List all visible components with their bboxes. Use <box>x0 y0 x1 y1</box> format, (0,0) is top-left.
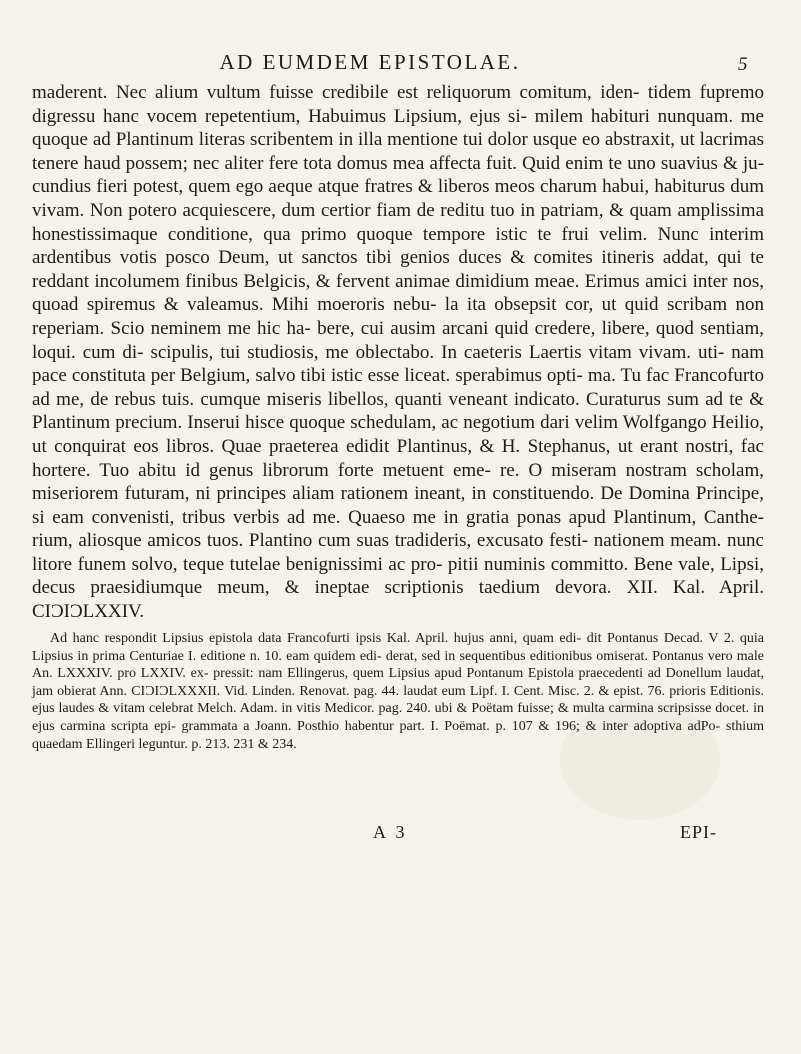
page-number: 5 <box>738 54 748 75</box>
letter-paragraph: maderent. Nec alium vultum fuisse credibile est reliquorum comitum, iden- tidem fupremo digressu hanc vocem repetentium, Habuimus Lipsium, ejus si- milem habituri nunquam. me quoque ad Plantinum literas scribentem in illa mentione tui dolor usque eo abstraxit, ut lacrimas tenere haud possem; nec aliter fere tota domus mea affecta fuit. Quid enim te uno suavius & ju- cundius fieri potest, quem ego aeque atque fratres & liberos meos charum habui, habiturus dum vivam. Non potero acquiescere, dum certior fiam de reditu tuo in patriam, & quam amplissima honestissimaque conditione, qua primo quoque tempore istic te frui velim. Nunc interim ardentibus votis posco Deum, ut sanctos tibi genios duces & comites itineris addat, qui te reddant incolumem finibus Belgicis, & fervent animae dimidium meae. Erimus amici inter nos, quoad spiremus & valeamus. Mihi moeroris nebu- la ita obsepsit cor, ut quid scribam non reperiam. Scio neminem me hic ha- bere, cui ausim arcani quid credere, libere, quod sentiam, loqui. cum di- scipulis, tui studiosis, me oblectabo. In caeteris Laertis vitam vivam. uti- nam pace constituta per Belgium, salvo tibi istic esse liceat. sperabimus opti- ma. Tu fac Francofurto ad me, de rebus tuis. cumque miseris libellos, quanti veneant indicato. Curaturus sum ad te & Plantinum precium. Inserui hisce quoque schedulam, ac negotium dari velim Wolfgango Heilio, ut conquirat eos libros. Quae praeterea edidit Plantinus, & H. Stephanus, ut erant nostri, fac hortere. Tuo abitu id genus librorum forte metuent eme- re. O miseram nostram scholam, miseriorem futuram, ni principes aliam rationem ineant, in constituendo. De Domina Principe, si eam convenisti, tribus verbis ad me. Quaeso me in gratia ponas apud Plantinum, Canthe- rium, aliosque amicos tuos. Plantino cum suas tradideris, excusato festi- nationem meam. nunc litore funem solvo, teque tutelae benignissimi ac pro- pitii numinis committo. Bene vale, Lipsi, decus praesidiumque meum, & ineptae scriptionis taedium devora. XII. Kal. April. CIƆIƆLXXIV. <box>32 82 764 623</box>
signature-mark: A 3 <box>373 822 408 842</box>
note-paragraph: Ad hanc respondit Lipsius epistola data Francofurti ipsis Kal. April. hujus anni, quam edi- dit Pontanus Decad. V 2. quia Lipsius in prima Centuriae I. editione n. 10. eam quidem edi- derat, sed in sequentibus editionibus omiserat. Pontanus vero male An. LXXXIV. pro LXXIV. ex- pressit: nam Ellingerus, quem Lipsius apud Pontanum Epistola praecedenti ad Donellum laudat, jam obierat Ann. CIƆIƆLXXXII. Vid. Linden. Renovat. pag. 44. laudat eum Lipf. I. Cent. Misc. 2. & epist. 76. prioris Editionis. ejus laudes & vitam celebrat Melch. Adam. in vitis Medicor. pag. 240. ubi & Poëtam fuisse; & multa carmina scripsisse docet. in ejus carmina scripta epi- grammata a Joann. Posthio habentur part. I. Poëmat. p. 107 & 196; & inter adoptiva adPo- sthium quaedam Ellingeri leguntur. p. 213. 231 & 234. <box>32 631 764 752</box>
letter-body <box>32 81 764 624</box>
catchword: EPI- <box>680 822 717 842</box>
running-head: AD EUMDEM EPISTOLAE. <box>219 50 521 74</box>
editorial-note <box>32 630 764 753</box>
